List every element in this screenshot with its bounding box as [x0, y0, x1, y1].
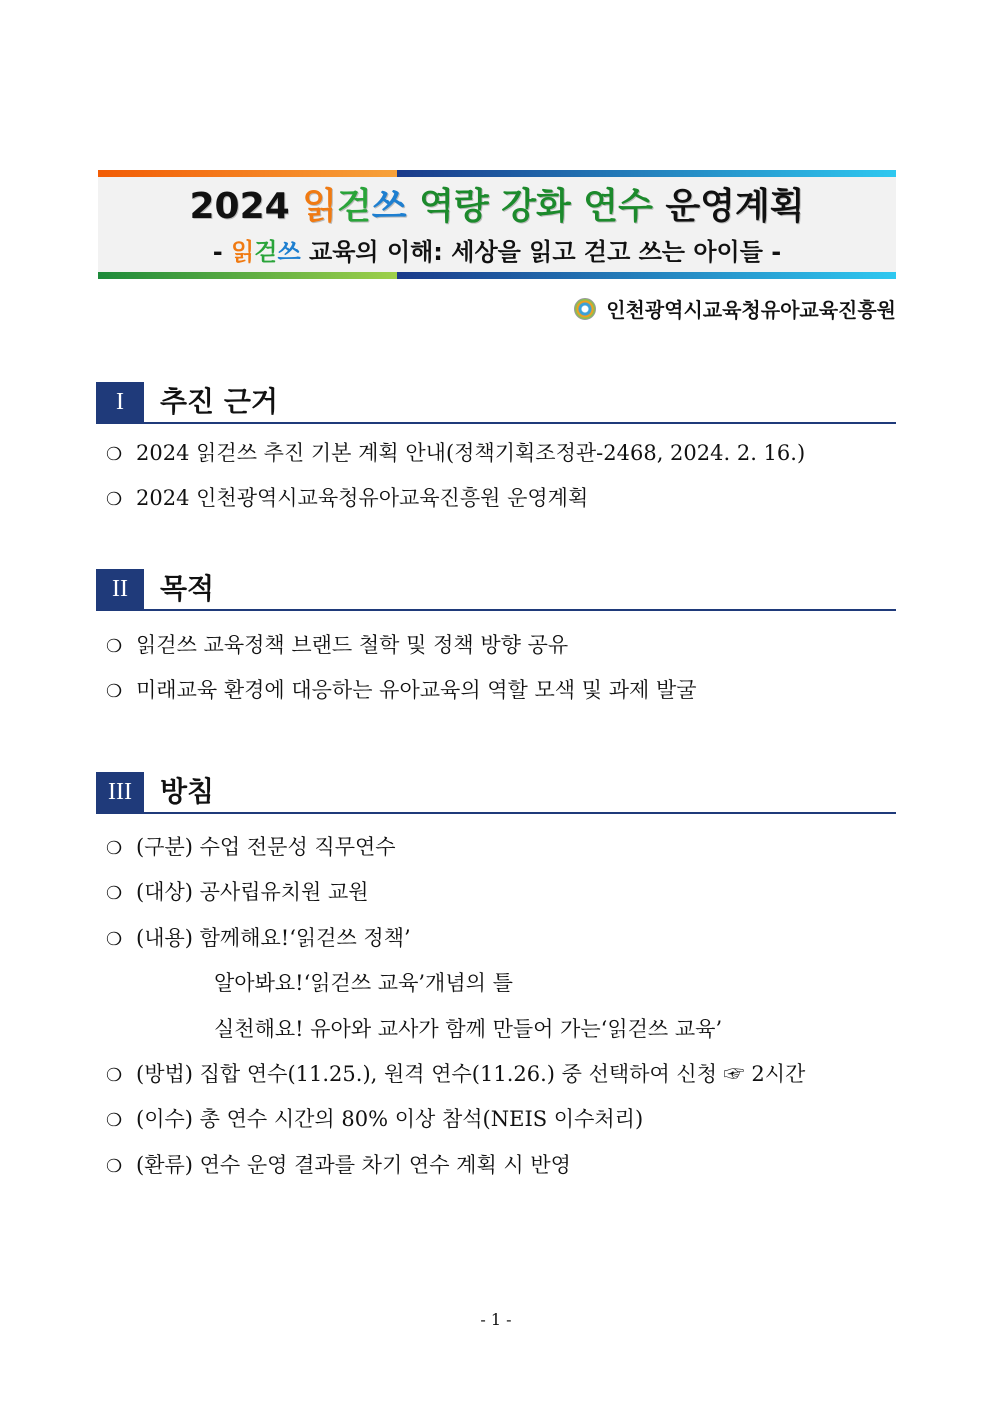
section-number: III [96, 772, 144, 812]
organization-emblem-icon [574, 298, 596, 320]
bullet-icon: ❍ [106, 1065, 123, 1086]
section-number: II [96, 569, 144, 609]
bullet-icon: ❍ [106, 636, 123, 657]
list-item: ❍ 읽걷쓰 교육정책 브랜드 철학 및 정책 방향 공유 [106, 630, 568, 662]
section-number: I [96, 382, 144, 422]
title-bottom-bar [98, 272, 896, 279]
list-item: ❍ 2024 인천광역시교육청유아교육진흥원 운영계획 [106, 483, 588, 515]
title-top-bar [98, 170, 896, 177]
brand-logo-text: 읽걷쓰 [302, 186, 407, 227]
title-background [98, 177, 896, 272]
bullet-icon: ❍ [106, 1156, 123, 1177]
section-title: 목적 [160, 572, 215, 605]
organization-line [574, 296, 896, 324]
section-title: 추진 근거 [160, 385, 278, 418]
bullet-icon: ❍ [106, 681, 123, 702]
bullet-icon: ❍ [106, 444, 123, 465]
list-item: ❍ (대상) 공사립유치원 교원 [106, 877, 369, 909]
title-box [98, 170, 896, 279]
bullet-icon: ❍ [106, 1110, 123, 1131]
list-item: ❍ (방법) 집합 연수(11.25.), 원격 연수(11.26.) 중 선택하여 신청 ☞ 2시간 [106, 1059, 805, 1091]
section-header-3 [96, 772, 896, 814]
list-item: ❍ (구분) 수업 전문성 직무연수 [106, 832, 396, 864]
list-item: ❍ (이수) 총 연수 시간의 80% 이상 참석(NEIS 이수처리) [106, 1104, 643, 1136]
list-item-continuation: 알아봐요!‘읽걷쓰 교육’개념의 틀 [214, 971, 513, 995]
section-header-2 [96, 569, 896, 611]
title-highlight: 역량 강화 연수 [419, 186, 653, 227]
bullet-icon: ❍ [106, 929, 123, 950]
list-item: ❍ (환류) 연수 운영 결과를 차기 연수 계획 시 반영 [106, 1150, 571, 1182]
bullet-icon: ❍ [106, 489, 123, 510]
subtitle-text: 교육의 이해: 세상을 읽고 걷고 쓰는 아이들 [309, 238, 763, 266]
section-header-1 [96, 382, 896, 424]
list-item: ❍ 2024 읽걷쓰 추진 기본 계획 안내(정책기획조정관-2468, 2024. 2. 16.) [106, 438, 805, 470]
list-item-continuation: 실천해요! 유아와 교사가 함께 만들어 가는‘읽걷쓰 교육’ [214, 1017, 723, 1041]
title-year: 2024 [189, 186, 290, 227]
document-subtitle: - 읽걷쓰 교육의 이해: 세상을 읽고 걷고 쓰는 아이들 - [212, 238, 782, 266]
list-item: ❍ 미래교육 환경에 대응하는 유아교육의 역할 모색 및 과제 발굴 [106, 675, 697, 707]
brand-logo-text-small: 읽걷쓰 [231, 238, 301, 266]
list-item: ❍ (내용) 함께해요!‘읽걷쓰 정책’ [106, 923, 411, 955]
section-title: 방침 [160, 775, 215, 808]
page-number: - 1 - [480, 1310, 512, 1329]
bullet-icon: ❍ [106, 838, 123, 859]
title-tail: 운영계획 [665, 186, 805, 227]
organization-name: 인천광역시교육청유아교육진흥원 [606, 298, 896, 322]
bullet-icon: ❍ [106, 883, 123, 904]
document-title [98, 185, 896, 229]
